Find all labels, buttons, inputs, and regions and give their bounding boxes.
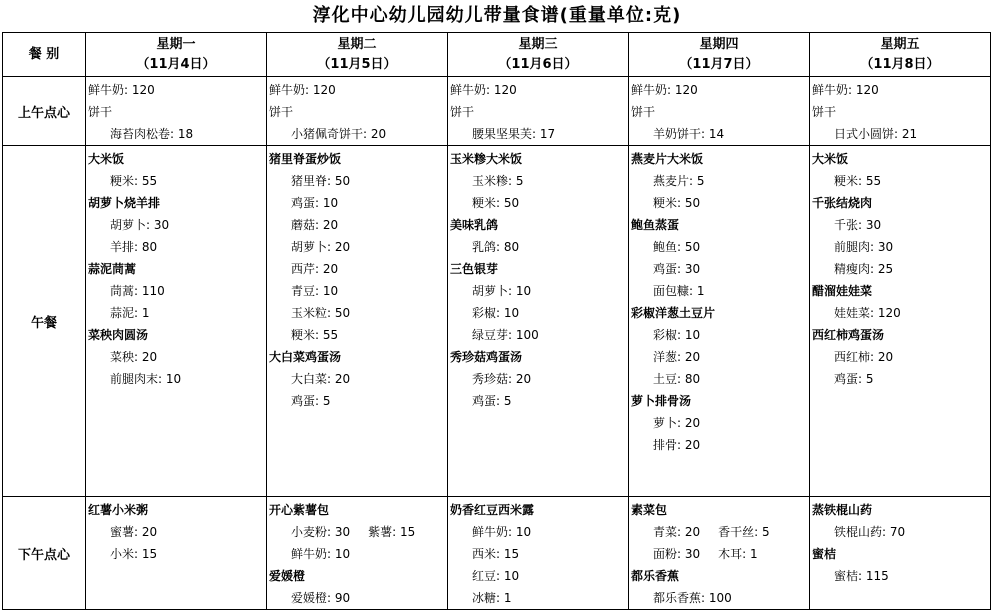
- dish-name: 奶香红豆西米露: [450, 503, 535, 517]
- dish-name: 大米饭: [812, 152, 849, 166]
- dish-name: 彩椒洋葱土豆片: [631, 306, 716, 320]
- ingredient: 西芹: 20: [291, 262, 339, 276]
- snack-category: 饼干: [450, 105, 475, 119]
- ingredient: 冰糖: 1: [472, 591, 512, 605]
- meal-column-header: 餐 别: [3, 33, 86, 77]
- ingredient-row: [448, 565, 628, 587]
- milk-line: 鲜牛奶: 120: [450, 83, 517, 97]
- ingredient: 燕麦片: 5: [653, 174, 705, 188]
- day-name: 星期四: [699, 36, 739, 52]
- dish-name: 千张结烧肉: [812, 196, 873, 210]
- dish-name: 玉米糁大米饭: [450, 152, 523, 166]
- day-header-fri: [810, 33, 991, 77]
- dish-name: 萝卜排骨汤: [631, 394, 692, 408]
- milk-line: 鲜牛奶: 120: [269, 83, 336, 97]
- ingredient: 蜜桔: 115: [834, 569, 889, 583]
- ingredient: 娃娃菜: 120: [834, 306, 901, 320]
- dish-name: 菜秧肉圆汤: [88, 328, 149, 342]
- snack-item: 小猪佩奇饼干: 20: [291, 127, 387, 141]
- ingredient: 鸡蛋: 5: [472, 394, 512, 408]
- dish-name: 猪里脊蛋炒饭: [269, 152, 342, 166]
- day-date: （11月6日）: [498, 56, 578, 72]
- dish-name: 爱媛橙: [269, 569, 306, 583]
- day-header-mon: [86, 33, 267, 77]
- morning-cell: [448, 77, 629, 146]
- dish-name: 美味乳鸽: [450, 218, 499, 232]
- afternoon-cell: [810, 497, 991, 610]
- dish-name: 开心紫薯包: [269, 503, 330, 517]
- ingredient-row: [810, 565, 990, 587]
- milk-line: 鲜牛奶: 120: [88, 83, 155, 97]
- ingredient-row: [267, 521, 447, 543]
- morning-row: [3, 77, 991, 146]
- ingredient: 大白菜: 20: [291, 372, 351, 386]
- milk-line: 鲜牛奶: 120: [812, 83, 879, 97]
- ingredient: 粳米: 50: [472, 196, 520, 210]
- ingredient: 西米: 15: [472, 547, 520, 561]
- dish-name: 鲍鱼蒸蛋: [631, 218, 680, 232]
- ingredient: 面包糠: 1: [653, 284, 705, 298]
- dish-name: 醋溜娃娃菜: [812, 284, 873, 298]
- ingredient: 青豆: 10: [291, 284, 339, 298]
- lunch-cell: [629, 146, 810, 497]
- day-header-thu: [629, 33, 810, 77]
- ingredient: 绿豆芽: 100: [472, 328, 539, 342]
- day-date: （11月5日）: [317, 56, 397, 72]
- menu-table: [2, 32, 991, 610]
- afternoon-cell: [629, 497, 810, 610]
- ingredient: 羊排: 80: [110, 240, 158, 254]
- day-name: 星期二: [337, 36, 377, 52]
- snack-item: 海苔肉松卷: 18: [110, 127, 194, 141]
- dish-name: 三色银芽: [450, 262, 499, 276]
- day-header-tue: [267, 33, 448, 77]
- dish-name: 秀珍菇鸡蛋汤: [450, 350, 523, 364]
- ingredient: 玉米糁: 5: [472, 174, 524, 188]
- lunch-cell: [86, 146, 267, 497]
- ingredient-row: [86, 543, 266, 565]
- day-name: 星期一: [156, 36, 196, 52]
- dish-name: 蜜桔: [812, 547, 837, 561]
- ingredient: 洋葱: 20: [653, 350, 701, 364]
- snack-category: 饼干: [631, 105, 656, 119]
- snack-category: 饼干: [812, 105, 837, 119]
- lunch-row: [3, 146, 991, 497]
- ingredient-row: [86, 521, 266, 543]
- meal-label-morning: 上午点心: [3, 77, 86, 146]
- ingredient: 红豆: 10: [472, 569, 520, 583]
- day-name: 星期五: [880, 36, 920, 52]
- ingredient: 胡萝卜: 20: [291, 240, 351, 254]
- snack-item: 羊奶饼干: 14: [653, 127, 725, 141]
- afternoon-cell: [448, 497, 629, 610]
- dish-name: 西红柿鸡蛋汤: [812, 328, 885, 342]
- ingredient: 鲜牛奶: 10: [291, 547, 351, 561]
- ingredient: 蜜薯: 20: [110, 525, 158, 539]
- day-date: （11月4日）: [136, 56, 216, 72]
- ingredient: 粳米: 55: [834, 174, 882, 188]
- ingredient-row: [267, 587, 447, 609]
- ingredient: 面粉: 30: [653, 547, 701, 561]
- afternoon-row: [3, 497, 991, 610]
- ingredient: 鸡蛋: 5: [834, 372, 874, 386]
- ingredient-row: [448, 587, 628, 609]
- ingredient: 玉米粒: 50: [291, 306, 351, 320]
- lunch-cell: [810, 146, 991, 497]
- ingredient: 鸡蛋: 30: [653, 262, 701, 276]
- ingredient-row: [629, 587, 809, 609]
- day-date: （11月7日）: [679, 56, 759, 72]
- ingredient: 鸡蛋: 10: [291, 196, 339, 210]
- ingredient: 蘑菇: 20: [291, 218, 339, 232]
- dish-name: 燕麦片大米饭: [631, 152, 704, 166]
- ingredient-row: [448, 543, 628, 565]
- ingredient: 鲍鱼: 50: [653, 240, 701, 254]
- ingredient: 千张: 30: [834, 218, 882, 232]
- ingredient: 猪里脊: 50: [291, 174, 351, 188]
- ingredient-row: [629, 543, 809, 565]
- ingredient: 紫薯: 15: [368, 525, 416, 539]
- ingredient: 胡萝卜: 30: [110, 218, 170, 232]
- ingredient: 都乐香蕉: 100: [653, 591, 732, 605]
- ingredient: 鸡蛋: 5: [291, 394, 331, 408]
- morning-cell: [86, 77, 267, 146]
- ingredient: 粳米: 55: [110, 174, 158, 188]
- afternoon-cell: [86, 497, 267, 610]
- snack-category: 饼干: [269, 105, 294, 119]
- snack-category: 饼干: [88, 105, 113, 119]
- header-row: [3, 33, 991, 77]
- ingredient: 前腿肉末: 10: [110, 372, 182, 386]
- ingredient-row: [267, 543, 447, 565]
- ingredient: 彩椒: 10: [653, 328, 701, 342]
- ingredient: 蒜泥: 1: [110, 306, 150, 320]
- ingredient: 彩椒: 10: [472, 306, 520, 320]
- ingredient: 前腿肉: 30: [834, 240, 894, 254]
- ingredient: 排骨: 20: [653, 438, 701, 452]
- ingredient: 木耳: 1: [718, 547, 758, 561]
- page-title: 淳化中心幼儿园幼儿带量食谱(重量单位:克): [312, 5, 682, 26]
- morning-cell: [629, 77, 810, 146]
- ingredient: 胡萝卜: 10: [472, 284, 532, 298]
- morning-cell: [267, 77, 448, 146]
- meal-label-afternoon: 下午点心: [3, 497, 86, 610]
- afternoon-cell: [267, 497, 448, 610]
- lunch-cell: [448, 146, 629, 497]
- day-name: 星期三: [518, 36, 558, 52]
- dish-name: 红薯小米粥: [88, 503, 149, 517]
- meal-label-lunch: 午餐: [3, 146, 86, 497]
- lunch-cell: [267, 146, 448, 497]
- ingredient: 土豆: 80: [653, 372, 701, 386]
- ingredient-row: [629, 521, 809, 543]
- ingredient: 青菜: 20: [653, 525, 701, 539]
- dish-name: 大白菜鸡蛋汤: [269, 350, 342, 364]
- ingredient: 乳鸽: 80: [472, 240, 520, 254]
- ingredient: 铁棍山药: 70: [834, 525, 906, 539]
- ingredient: 小麦粉: 30: [291, 525, 351, 539]
- dish-name: 都乐香蕉: [631, 569, 680, 583]
- ingredient: 茼蒿: 110: [110, 284, 165, 298]
- ingredient: 粳米: 55: [291, 328, 339, 342]
- snack-item: 日式小圆饼: 21: [834, 127, 918, 141]
- snack-item: 腰果坚果芙: 17: [472, 127, 556, 141]
- dish-name: 大米饭: [88, 152, 125, 166]
- ingredient: 菜秧: 20: [110, 350, 158, 364]
- ingredient-row: [448, 521, 628, 543]
- ingredient: 西红柿: 20: [834, 350, 894, 364]
- ingredient: 香干丝: 5: [718, 525, 770, 539]
- ingredient: 秀珍菇: 20: [472, 372, 532, 386]
- dish-name: 胡萝卜烧羊排: [88, 196, 161, 210]
- ingredient: 爱媛橙: 90: [291, 591, 351, 605]
- milk-line: 鲜牛奶: 120: [631, 83, 698, 97]
- ingredient-row: [810, 521, 990, 543]
- dish-name: 蒸铁棍山药: [812, 503, 873, 517]
- ingredient: 鲜牛奶: 10: [472, 525, 532, 539]
- dish-name: 蒜泥茼蒿: [88, 262, 137, 276]
- ingredient: 萝卜: 20: [653, 416, 701, 430]
- day-date: （11月8日）: [860, 56, 940, 72]
- dish-name: 素菜包: [631, 503, 668, 517]
- ingredient: 小米: 15: [110, 547, 158, 561]
- ingredient: 精瘦肉: 25: [834, 262, 894, 276]
- morning-cell: [810, 77, 991, 146]
- day-header-wed: [448, 33, 629, 77]
- ingredient: 粳米: 50: [653, 196, 701, 210]
